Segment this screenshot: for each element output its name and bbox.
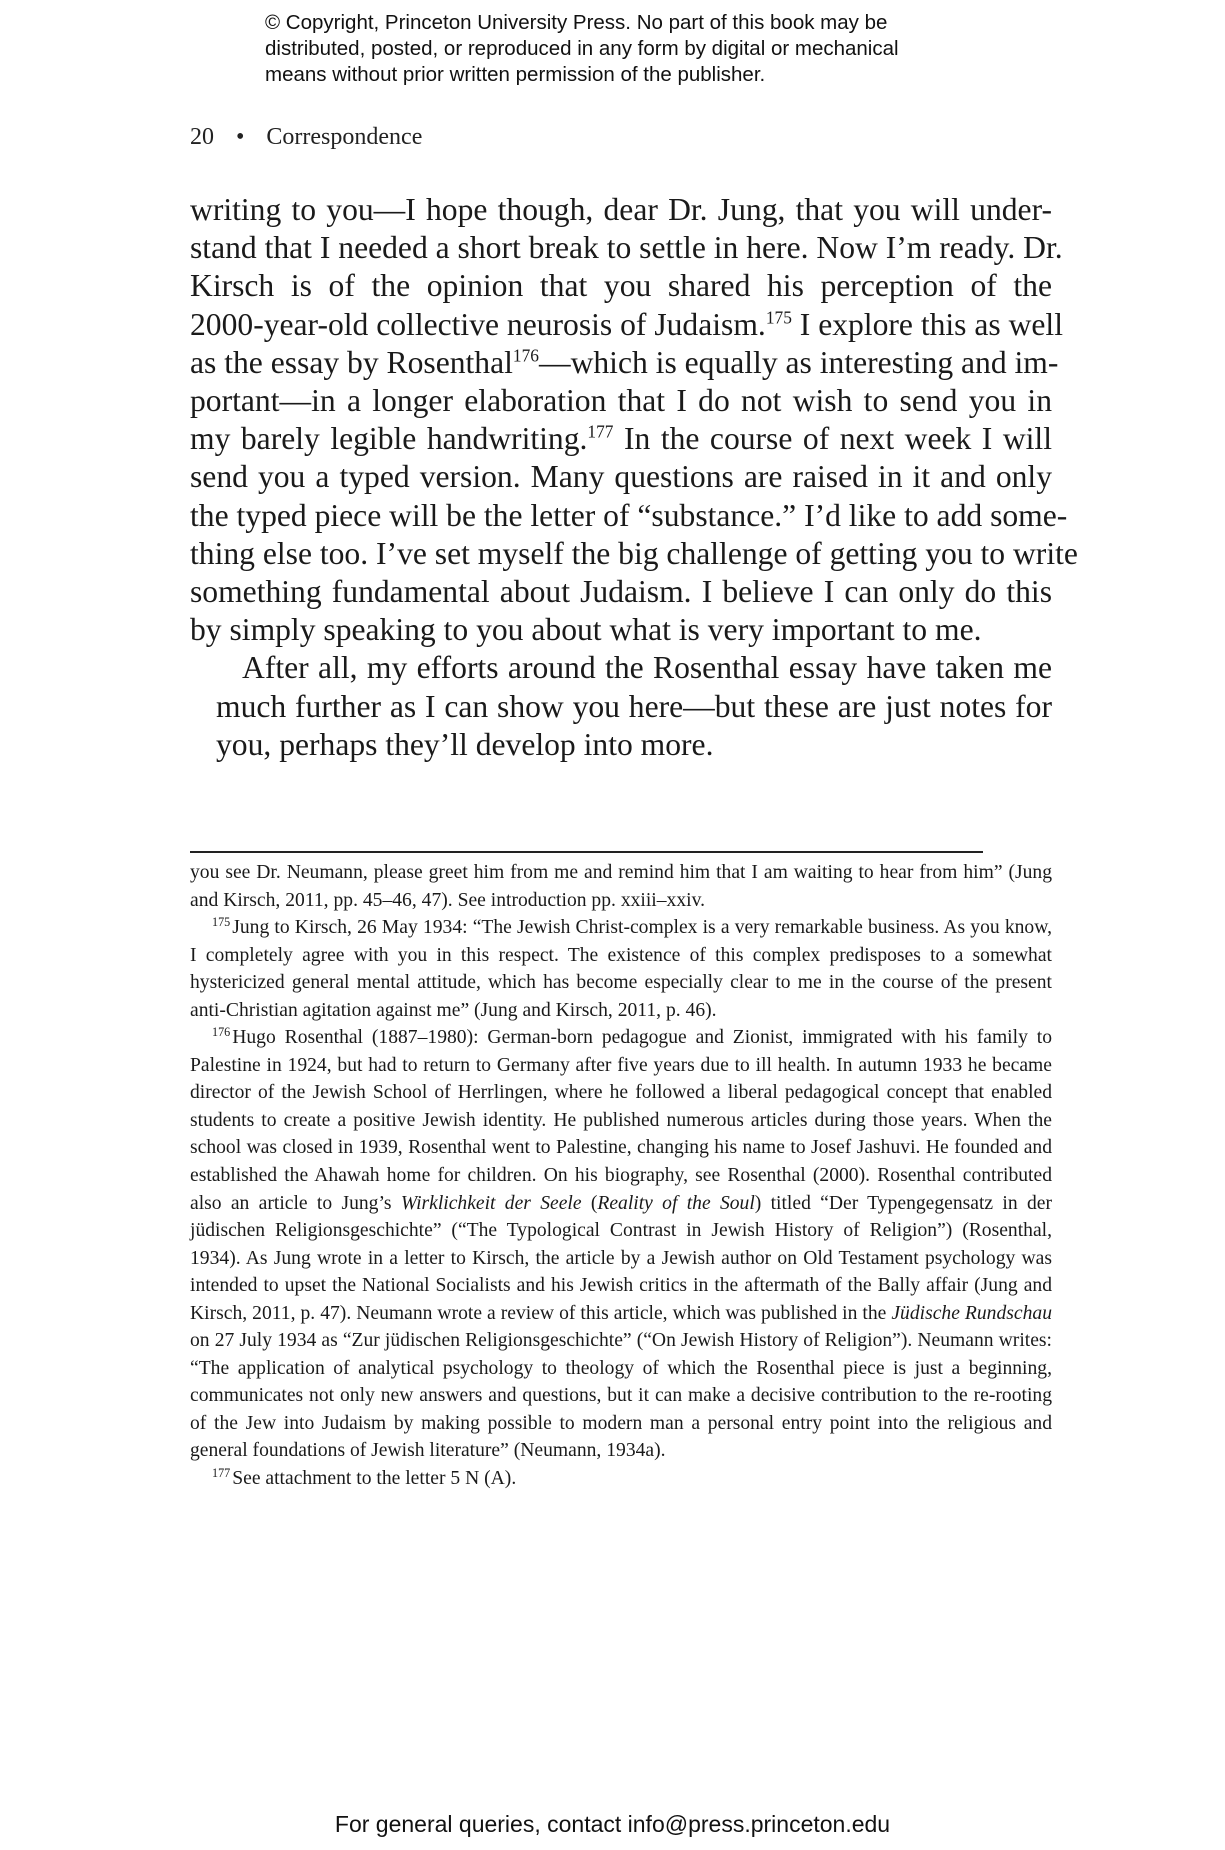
footnote-text: ) titled “Der Typengegensatz in der jüdischen Religionsgeschichte” (“The Typological Contrast in Jewish History of Religion”) (Rosenthal, 1934). As Jung wrote in a letter to Kirsch, the article by a Jewish author on Old Testament psychology was intended to upset the National Socialists and his Jewish critics in the aftermath of the Bally affair (Jung and Kirsch, 2011, p. 47). Neumann wrote a review of this article, which was published in the [190,1192,1052,1324]
body-line: you, perhaps they’ll develop into more. [216,726,714,762]
footnote-text: ( [581,1192,598,1214]
body-text-run: —which is equally as interesting and im- [538,344,1059,380]
body-text-run: as the essay by Rosenthal [190,344,513,380]
body-line: Kirsch is of the opinion that you shared his perception of the [190,268,1052,304]
body-paragraph [190,191,1078,649]
body-text-run: In the course of next week I will [613,421,1052,457]
body-line: the typed piece will be the letter of “substance.” I’d like to add some- [190,497,1068,533]
letter-body [190,191,1078,764]
separator-bullet: • [236,124,245,150]
body-line: by simply speaking to you about what is very important to me. [190,612,982,648]
copyright-notice [265,10,1025,88]
footnote-text: Hugo Rosenthal (1887–1980): German-born pedagogue and Zionist, immigrated with his family to Palestine in 1924, but had to return to Germany after five years due to ill health. In autumn 1933 he became director of the Jewish School of Herrlingen, where he followed a liberal pedagogical concept that enabled students to create a positive Jewish identity. He published numerous articles during those years. When the school was closed in 1939, Rosenthal went to Palestine, changing his name to Josef Jashuvi. He founded and established the Ahawah home for children. On his biography, see Rosenthal (2000). Rosenthal contributed also an article to Jung’s [190,1027,1052,1214]
body-line [190,306,1063,344]
contact-footer: For general queries, contact info@press.princeton.edu [334,1811,891,1837]
body-line: stand that I needed a short break to settle in here. Now I’m ready. Dr. [190,230,1063,266]
footnotes-section [190,859,1052,1493]
footnote-number: 177 [212,1465,231,1480]
footnote-continued: you see Dr. Neumann, please greet him from me and remind him that I am waiting to hear from him” (Jung and Kirsch, 2011, pp. 45–46, 47). See introduction pp. xxiii–xxiv. [190,862,1052,911]
copyright-line: distributed, posted, or reproduced in any form by digital or mechanical [265,37,899,60]
footnote-italic-title: Jüdische Rundschau [891,1302,1052,1324]
body-line: something fundamental about Judaism. I believe I can only do this [190,574,1052,610]
footnote-ref-176[interactable]: 176 [512,346,539,366]
body-line [190,420,1052,458]
body-line [190,344,1059,382]
footnote-number: 176 [212,1024,231,1039]
copyright-line: means without prior written permission of the publisher. [265,63,766,86]
footnote-divider [190,851,983,853]
body-text-run: I explore this as well [791,306,1063,342]
footnote-ref-175[interactable]: 175 [765,308,792,328]
footnote-177 [190,1465,1052,1493]
body-line: send you a typed version. Many questions are raised in it and only [190,459,1052,495]
page-number: 20 [190,124,214,150]
section-title: Correspondence [266,124,423,150]
body-line: After all, my efforts around the Rosenthal essay have taken me [242,650,1052,686]
body-line: much further as I can show you here—but these are just notes for [216,688,1052,724]
copyright-line: © Copyright, Princeton University Press. No part of this book may be [265,11,888,34]
footnote-text: See attachment to the letter 5 N (A). [232,1468,517,1490]
footnote-176 [190,1024,1052,1465]
body-line: thing else too. I’ve set myself the big challenge of getting you to write [190,535,1078,571]
footnote-ref-177[interactable]: 177 [587,422,614,442]
body-text-run: my barely legible handwriting. [190,421,588,457]
footnote-number: 175 [212,914,231,929]
body-paragraph [190,649,1052,764]
running-head [190,124,422,151]
footnote-text: Jung to Kirsch, 26 May 1934: “The Jewish Christ-complex is a very remarkable business. As you know, I completely agree with you in this respect. The existence of this complex predisposes to a somewhat hystericized general mental attitude, which has become especially clear to me in the course of the present anti-Christian agitation against me” (Jung and Kirsch, 2011, p. 46). [190,917,1052,1021]
body-line: writing to you—I hope though, dear Dr. Jung, that you will under- [190,192,1052,227]
body-line: portant—in a longer elaboration that I do not wish to send you in [190,383,1052,419]
footnote-italic-title: Wirklichkeit der Seele [400,1192,582,1214]
footnote-175 [190,914,1052,1024]
footnote-text: on 27 July 1934 as “Zur jüdischen Religionsgeschichte” (“On Jewish History of Religion”). Neumann writes: “The application of analytical psychology to theology of which the Rosenthal piece is just a beginning, communicates not only new answers and questions, but it can make a decisive contribution to the re-rooting of the Jew into Judaism by making possible to modern man a personal entry point into the religious and general foundations of Jewish literature” (Neumann, 1934a). [190,1330,1052,1462]
footnote-italic-title: Reality of the Soul [597,1192,755,1214]
body-text-run: 2000-year-old collective neurosis of Judaism. [190,306,766,342]
